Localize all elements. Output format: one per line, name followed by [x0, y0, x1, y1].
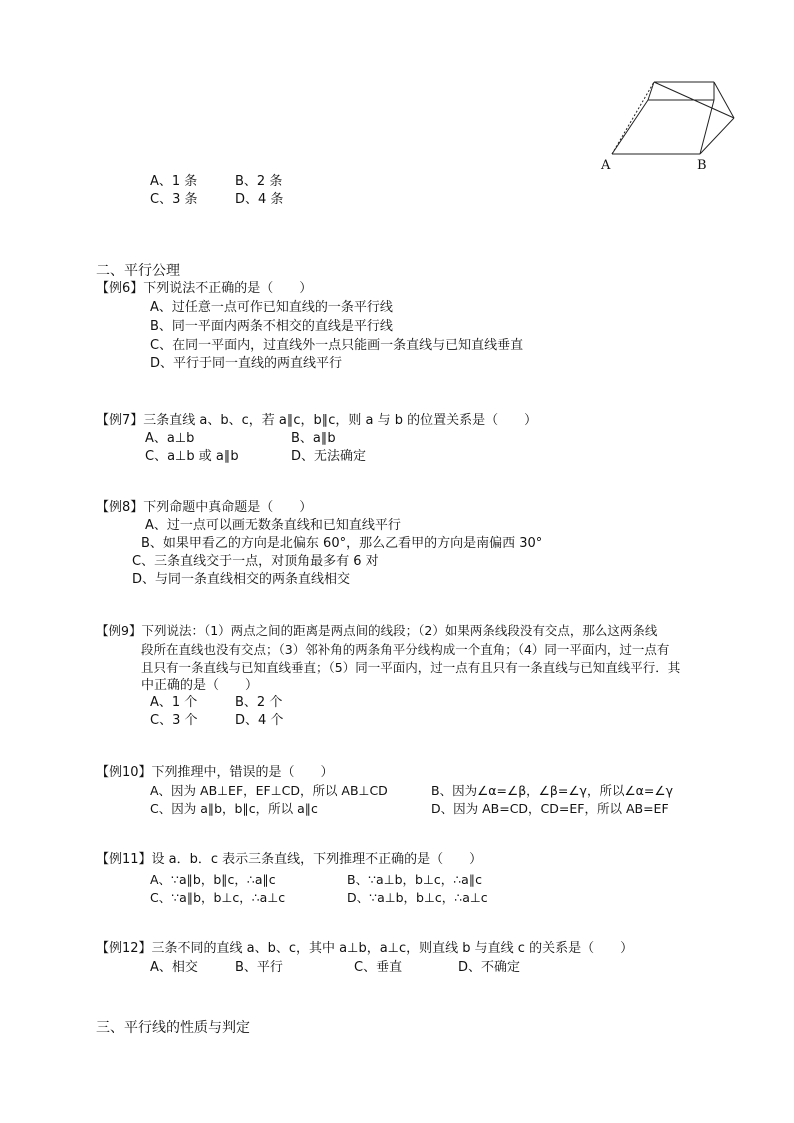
example-12-option-b: B、平行 [235, 960, 283, 975]
section-title-parallel-axiom: 二、平行公理 [96, 263, 180, 279]
example-6-option-b: B、同一平面内两条不相交的直线是平行线 [150, 319, 393, 334]
example-12-option-d: D、不确定 [458, 960, 521, 975]
example-9-line-3: 且只有一条直线与已知直线垂直；（5）同一平面内，过一点有且只有一条直线与已知直线平行．其 [141, 660, 681, 675]
example-11-option-d: D、∵a⊥b，b⊥c，∴a⊥c [347, 890, 488, 905]
example-9-option-b: B、2 个 [235, 695, 283, 710]
figure-label-b: B [697, 158, 707, 173]
example-11-option-b: B、∵a⊥b，b⊥c，∴a∥c [347, 872, 482, 887]
example-11-stem: 【例11】设 a．b．c 表示三条直线，下列推理不正确的是（ ） [96, 852, 483, 867]
example-11-option-c: C、∵a∥b，b⊥c，∴a⊥c [150, 890, 286, 905]
frustum-drawing [598, 78, 738, 176]
example-11-option-a: A、∵a∥b，b∥c，∴a∥c [150, 872, 276, 887]
figure-label-a: A [601, 158, 611, 173]
example-10-option-a: A、因为 AB⊥EF，EF⊥CD，所以 AB⊥CD [150, 783, 388, 798]
option-d: D、4 条 [235, 192, 284, 207]
frustum-figure [598, 78, 738, 176]
example-10-option-c: C、因为 a∥b，b∥c，所以 a∥c [150, 801, 318, 816]
example-9-option-d: D、4 个 [235, 713, 284, 728]
example-7-stem: 【例7】三条直线 a、b、c，若 a∥c，b∥c，则 a 与 b 的位置关系是（ ） [96, 413, 538, 428]
example-8-option-b: B、如果甲看乙的方向是北偏东 60°，那么乙看甲的方向是南偏西 30° [141, 536, 543, 551]
example-10-option-b: B、因为∠α=∠β，∠β=∠γ，所以∠α=∠γ [431, 783, 673, 798]
example-7-option-a: A、a⊥b [145, 431, 195, 446]
example-12-option-c: C、垂直 [354, 960, 403, 975]
example-6-option-c: C、在同一平面内，过直线外一点只能画一条直线与已知直线垂直 [150, 338, 524, 353]
example-12-stem: 【例12】三条不同的直线 a、b、c，其中 a⊥b，a⊥c，则直线 b 与直线 c 的关系是（ ） [96, 941, 634, 956]
example-9-line-4: 中正确的是（ ） [141, 678, 259, 693]
example-10-stem: 【例10】下列推理中，错误的是（ ） [96, 765, 334, 780]
example-10-option-d: D、因为 AB=CD，CD=EF，所以 AB=EF [431, 801, 669, 816]
option-b: B、2 条 [235, 174, 283, 189]
example-6-option-d: D、平行于同一直线的两直线平行 [150, 356, 343, 371]
example-8-option-c: C、三条直线交于一点，对顶角最多有 6 对 [132, 554, 379, 569]
example-9-line-1: 【例9】下列说法：（1）两点之间的距离是两点间的线段；（2）如果两条线段没有交点，那么这两条线 [96, 623, 658, 638]
option-c: C、3 条 [150, 192, 198, 207]
example-9-line-2: 段所在直线也没有交点；（3）邻补角的两条角平分线构成一个直角；（4）同一平面内，过一点有 [141, 642, 670, 657]
example-7-option-c: C、a⊥b 或 a∥b [145, 449, 239, 464]
example-7-option-b: B、a∥b [291, 431, 336, 446]
example-6-stem: 【例6】下列说法不正确的是（ ） [96, 281, 313, 296]
example-6-option-a: A、过任意一点可作已知直线的一条平行线 [150, 300, 393, 315]
example-8-option-a: A、过一点可以画无数条直线和已知直线平行 [145, 518, 401, 533]
example-7-option-d: D、无法确定 [291, 449, 367, 464]
example-9-option-a: A、1 个 [150, 695, 198, 710]
example-8-option-d: D、与同一条直线相交的两条直线相交 [132, 572, 351, 587]
example-9-option-c: C、3 个 [150, 713, 198, 728]
option-a: A、1 条 [150, 174, 198, 189]
example-8-stem: 【例8】下列命题中真命题是（ ） [96, 500, 313, 515]
section-title-parallel-properties: 三、平行线的性质与判定 [96, 1020, 250, 1036]
example-12-option-a: A、相交 [150, 960, 198, 975]
